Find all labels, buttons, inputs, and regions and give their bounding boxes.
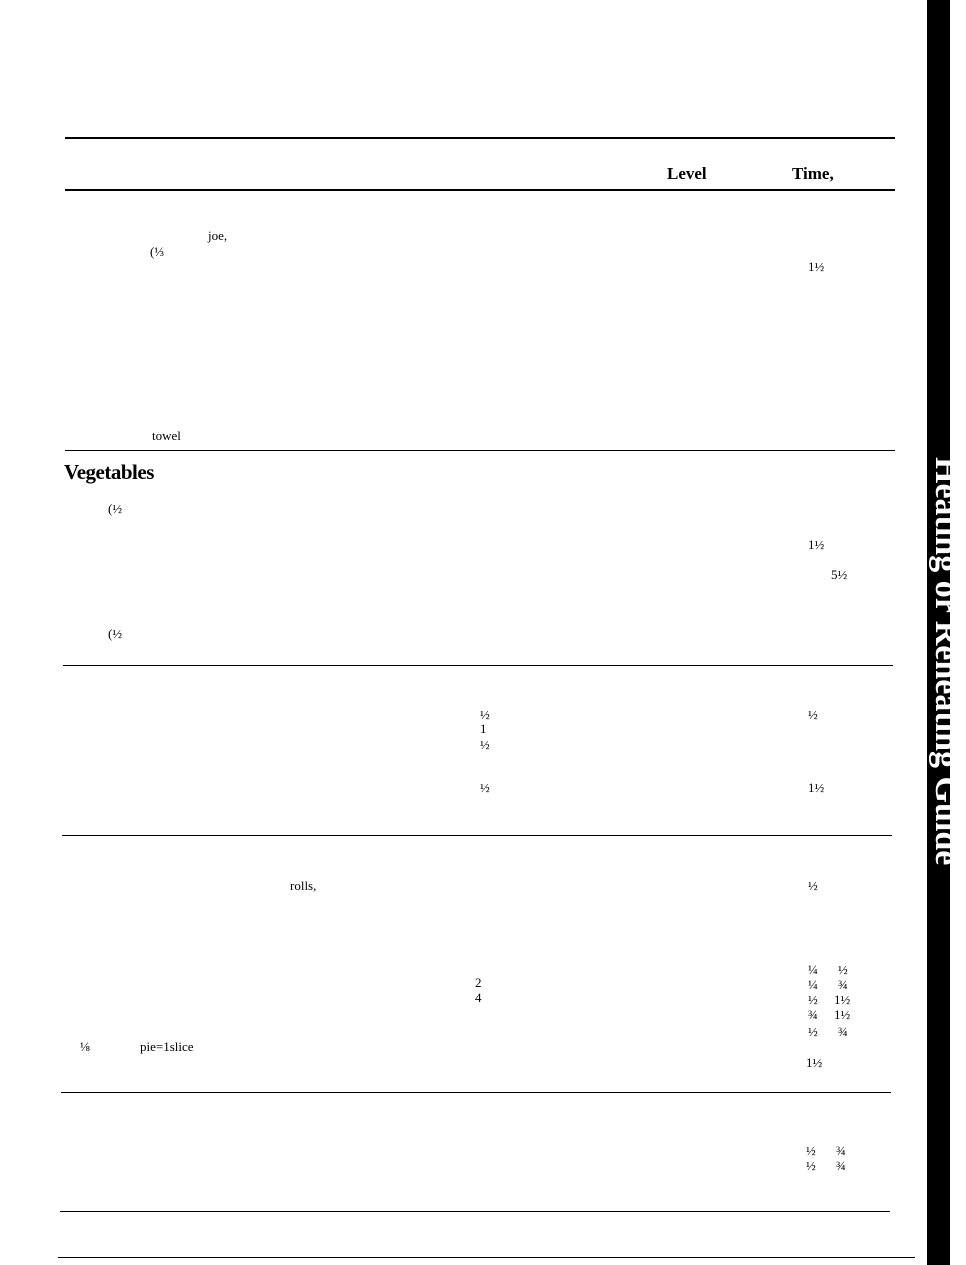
bread-time-3a: ¼ (808, 977, 818, 992)
veg-text-half-b: (½ (108, 626, 123, 641)
top-rule (65, 137, 895, 139)
veg-text-half-a: (½ (108, 501, 123, 516)
vegetables-section-rule (63, 665, 893, 666)
liq-amount-2: 1 (480, 721, 487, 736)
power-level-header: Level (667, 164, 707, 183)
liq-amount-4: ½ (480, 780, 490, 795)
bread-time-2a: ¼ (808, 962, 818, 977)
bread-time-7: 1½ (806, 1055, 823, 1070)
meat-text-towel: towel (152, 428, 181, 443)
bread-text-rolls: rolls, (290, 878, 317, 893)
bread-amount-4: 4 (475, 990, 482, 1005)
meat-text-joe: joe, (208, 228, 228, 243)
bread-text-pie-slice: pie=1slice (140, 1039, 194, 1054)
bread-time-5b: 1½ (834, 1007, 851, 1022)
bread-text-eighth: ⅛ (80, 1039, 90, 1054)
vegetables-heading: Vegetables (64, 460, 154, 484)
liquids-section-rule (62, 835, 892, 836)
bread-time-6b: ¾ (838, 1024, 848, 1039)
bread-time-6a: ½ (808, 1024, 818, 1039)
last-time-2a: ½ (806, 1158, 816, 1173)
liq-amount-1: ½ (480, 707, 490, 722)
liq-time-2: 1½ (808, 780, 825, 795)
meat-section-rule (65, 450, 895, 451)
bread-time-1: ½ (808, 878, 818, 893)
meat-text-third: (⅓ (150, 244, 165, 259)
bread-time-5a: ¾ (808, 1007, 818, 1022)
meat-time-1: 1½ (808, 259, 825, 274)
bread-amount-2: 2 (475, 975, 482, 990)
liq-amount-3: ½ (480, 737, 490, 752)
bread-time-4b: 1½ (834, 992, 851, 1007)
bread-section-rule (61, 1092, 891, 1093)
last-time-1b: ¾ (836, 1143, 846, 1158)
bread-time-3b: ¾ (838, 977, 848, 992)
last-section-rule (60, 1211, 890, 1212)
bread-time-4a: ½ (808, 992, 818, 1007)
last-time-2b: ¾ (836, 1158, 846, 1173)
bread-time-2b: ½ (838, 962, 848, 977)
liq-time-1: ½ (808, 707, 818, 722)
time-header: Time, (792, 164, 834, 183)
side-tab-title: Heating or Reheating Guide (928, 457, 965, 866)
page-bottom-rule (58, 1257, 915, 1258)
last-time-1a: ½ (806, 1143, 816, 1158)
header-bottom-rule (65, 189, 895, 191)
veg-time-2: 5½ (831, 567, 848, 582)
veg-time-1: 1½ (808, 537, 825, 552)
